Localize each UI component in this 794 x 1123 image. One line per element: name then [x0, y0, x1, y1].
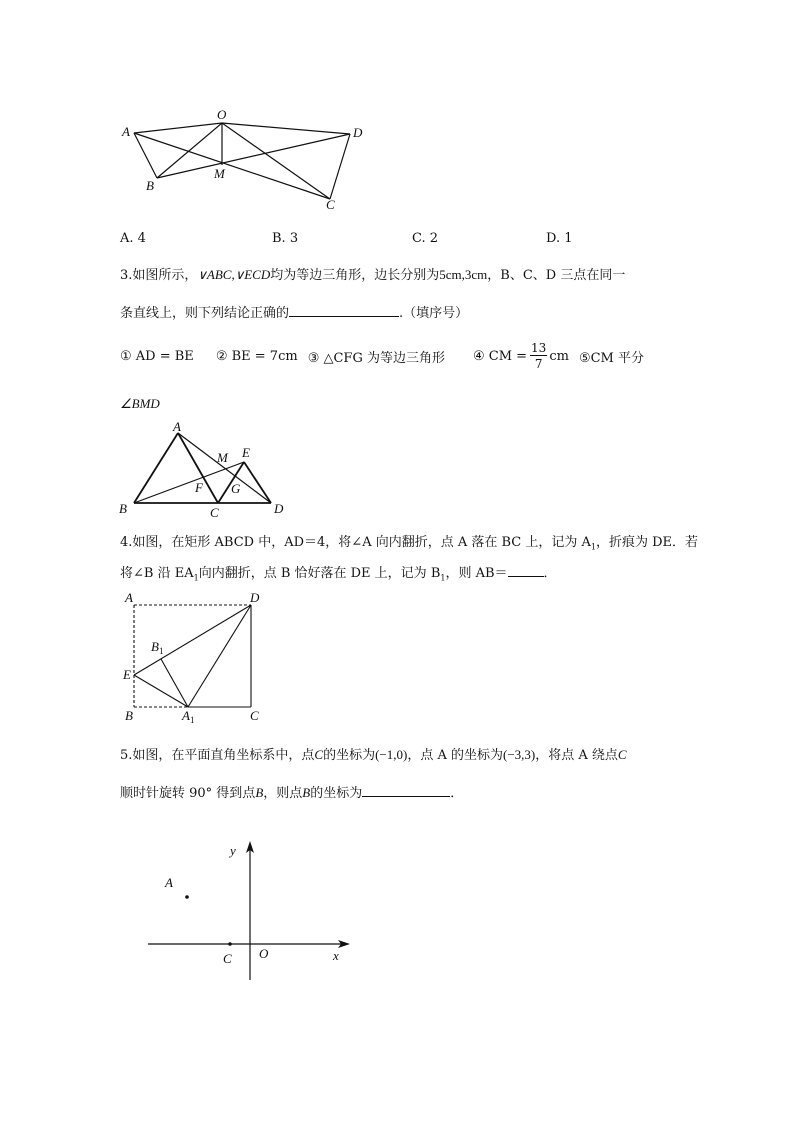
q3-option-5: ⑤CM 平分: [578, 350, 644, 366]
q4-line-1: 4.如图，在矩形 ABCD 中，AD＝4，将∠A 向内翻折，点 A 落在 BC 上，记为 $A_1$，折痕为 DE．若: [120, 535, 699, 552]
q3-label-e: E: [242, 445, 250, 460]
q4-label-d: D: [250, 590, 260, 605]
q4-label-c: C: [250, 708, 259, 723]
q2-option-c: C. 2: [412, 231, 439, 246]
q3-line-2: 条直线上，则下列结论正确的 .（填序号）: [120, 306, 469, 321]
q3-line-4: ∠BMD: [120, 396, 160, 411]
q2-label-b: B: [146, 178, 154, 193]
q3-label-b: B: [119, 501, 127, 516]
q3-label-a: A: [173, 419, 181, 434]
q5-label-x: x: [333, 948, 339, 963]
q5-line-1: 5.如图，在平面直角坐标系中，点C的坐标为(−1,0)，点 A 的坐标为(−3,3)，将点 A 绕点C: [120, 747, 627, 763]
q3-option-3: ③ △CFG 为等边三角形: [307, 350, 445, 366]
point-c: [228, 942, 232, 946]
q2-label-o: O: [217, 107, 227, 122]
q4-label-a1: $A_1$: [182, 708, 195, 725]
q3-option-1: ① AD = BE: [120, 348, 194, 364]
q2-option-b: B. 3: [272, 231, 299, 246]
q2-option-a: A. 4: [120, 231, 146, 246]
q2-label-m: M: [214, 166, 225, 181]
fraction: $\frac{13}{7}$: [531, 341, 547, 371]
q4-label-a: A: [125, 590, 133, 605]
q4-label-b1: $B_1$: [151, 639, 164, 656]
q2-label-d: D: [353, 125, 363, 140]
q2-label-a: A: [122, 124, 130, 139]
q5-label-c: C: [223, 951, 232, 966]
q3-label-d: D: [274, 501, 284, 516]
q3-option-4: ④ CM = $\frac{13}{7}$ cm: [472, 341, 569, 371]
q3-label-g: G: [231, 481, 241, 496]
q3-label-m: M: [217, 450, 228, 465]
q3-label-c: C: [210, 505, 219, 520]
q5-label-y: y: [230, 843, 236, 858]
q5-line-2: 顺时针旋转 90° 得到点B，则点B的坐标为 ．: [120, 785, 464, 801]
q2-label-c: C: [326, 197, 335, 212]
q4-label-e: E: [123, 667, 131, 682]
q2-option-d: D. 1: [546, 231, 573, 246]
q4-label-b: B: [125, 708, 133, 723]
q5-label-o: O: [259, 946, 269, 961]
q4-line-2: 将∠B 沿 $EA_1$向内翻折，点 B 恰好落在 DE 上，记为 $B_1$，则 AB＝ ．: [120, 566, 557, 583]
point-a: [185, 895, 189, 899]
q3-option-2: ② BE = 7cm: [215, 348, 298, 364]
q5-label-a: A: [165, 875, 173, 890]
q3-line-1: 3.如图所示，∨ABC,∨ECD均为等边三角形，边长分别为5cm,3cm，B、C、D 三点在同一: [120, 267, 626, 283]
q3-label-f: F: [195, 480, 203, 495]
